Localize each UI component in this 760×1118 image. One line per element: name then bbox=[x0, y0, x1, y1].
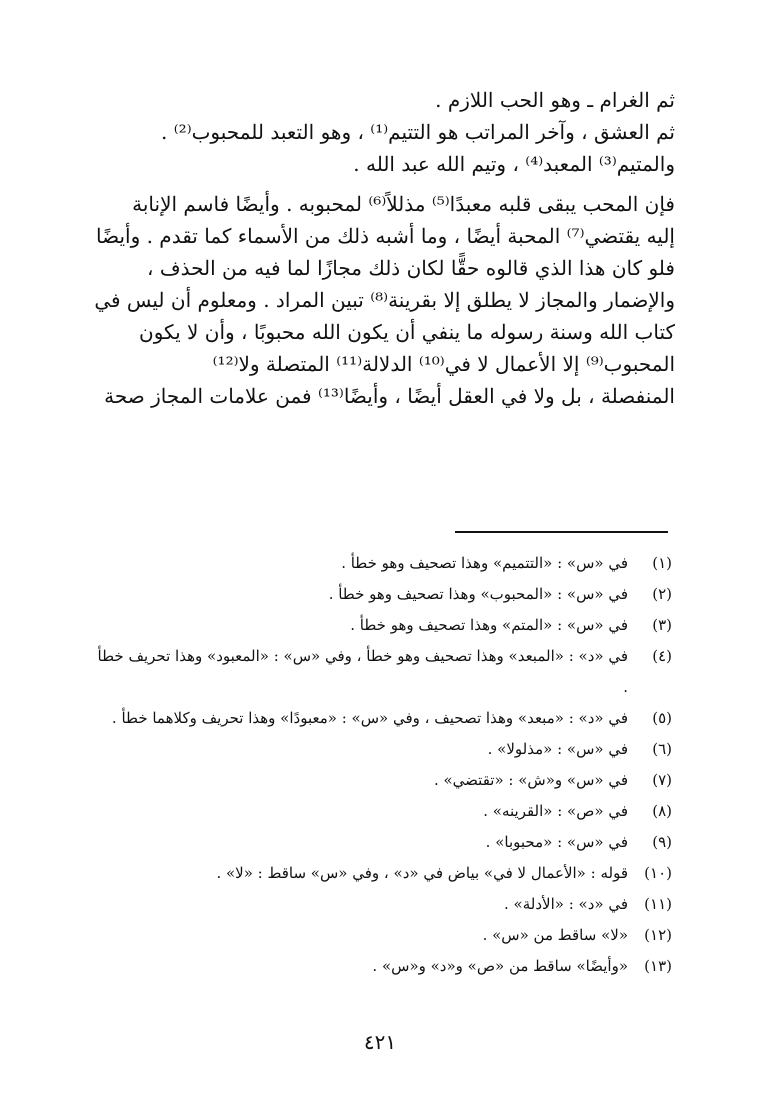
footnote-number: (١٣) bbox=[644, 957, 672, 975]
body-line-9: المحبوب⁽⁹⁾ إلا الأعمال لا في⁽¹⁰⁾ الدلالة⁽¹¹⁾ المتصلة ولا⁽¹²⁾ bbox=[212, 352, 675, 376]
footnote-number: (٢) bbox=[652, 585, 672, 603]
body-line-6: فلو كان هذا الذي قالوه حقًّا لكان ذلك مجازًا لما فيه من الحذف ، bbox=[147, 256, 675, 280]
footnote-11 bbox=[97, 889, 672, 920]
body-line-4: فإن المحب يبقى قلبه معبدًا⁽⁵⁾ مذللاً⁽⁶⁾ لمحبوبه . وأيضًا فاسم الإنابة bbox=[132, 192, 675, 216]
footnote-1 bbox=[97, 548, 672, 579]
footnote-text: «وأيضًا» ساقط من «ص» و«د» و«س» . bbox=[372, 957, 628, 975]
footnote-2 bbox=[97, 579, 672, 610]
footnote-6 bbox=[97, 734, 672, 765]
body-line-5: إليه يقتضي⁽⁷⁾ المحبة أيضًا ، وما أشبه ذلك من الأسماء كما تقدم . وأيضًا bbox=[96, 224, 675, 248]
body-line-2: ثم العشق ، وآخر المراتب هو التتيم⁽¹⁾ ، وهو التعبد للمحبوب⁽²⁾ . bbox=[161, 120, 675, 144]
body-line-7: والإضمار والمجاز لا يطلق إلا بقرينة⁽⁸⁾ تبين المراد . ومعلوم أن ليس في bbox=[94, 288, 675, 312]
footnote-text: في «د» : «الأدلة» . bbox=[504, 895, 628, 913]
footnote-text: في «س» و«ش» : «تقتضي» . bbox=[433, 771, 628, 789]
page-number: ٤٢١ bbox=[363, 1030, 397, 1054]
footnote-10 bbox=[97, 858, 672, 889]
footnote-number: (٣) bbox=[652, 616, 672, 634]
body-line-10: المنفصلة ، بل ولا في العقل أيضًا ، وأيضًا⁽¹³⁾ فمن علامات المجاز صحة bbox=[104, 384, 675, 408]
footnote-text: في «س» : «التتميم» وهذا تصحيف وهو خطأ . bbox=[341, 554, 628, 572]
footnote-number: (٥) bbox=[652, 709, 672, 727]
footnote-text: في «س» : «المحبوب» وهذا تصحيف وهو خطأ . bbox=[328, 585, 628, 603]
footnote-text: في «س» : «مذلولا» . bbox=[487, 740, 628, 758]
footnote-8 bbox=[97, 796, 672, 827]
footnote-text: «لا» ساقط من «س» . bbox=[482, 926, 628, 944]
footnote-7 bbox=[97, 765, 672, 796]
footnote-number: (١١) bbox=[644, 895, 672, 913]
footnote-number: (١٠) bbox=[644, 864, 672, 882]
footnote-text: قوله : «الأعمال لا في» بياض في «د» ، وفي «س» ساقط : «لا» . bbox=[216, 864, 628, 882]
paragraph-gap bbox=[50, 180, 675, 188]
footnote-text: في «س» : «المتم» وهذا تصحيف وهو خطأ . bbox=[350, 616, 628, 634]
footnote-text: في «د» : «المبعد» وهذا تصحيف وهو خطأ ، وفي «س» : «المعبود» وهذا تحريف خطأ . bbox=[97, 647, 628, 696]
footnotes-list bbox=[97, 548, 672, 982]
main-body-text bbox=[50, 84, 675, 412]
footnote-5 bbox=[97, 703, 672, 734]
footnote-12 bbox=[97, 920, 672, 951]
footnote-13 bbox=[97, 951, 672, 982]
footnote-text: في «س» : «محبوبا» . bbox=[485, 833, 628, 851]
footnote-number: (٧) bbox=[652, 771, 672, 789]
footnote-text: في «ص» : «القرينه» . bbox=[483, 802, 628, 820]
footnote-number: (٤) bbox=[652, 647, 672, 665]
footnote-number: (٦) bbox=[652, 740, 672, 758]
footnote-3 bbox=[97, 610, 672, 641]
footnote-number: (٨) bbox=[652, 802, 672, 820]
body-line-3: والمتيم⁽³⁾ المعبد⁽⁴⁾ ، وتيم الله عبد الله . bbox=[353, 152, 675, 176]
body-line-8: كتاب الله وسنة رسوله ما ينفي أن يكون الله محبوبًا ، وأن لا يكون bbox=[139, 320, 675, 344]
footnote-separator bbox=[455, 531, 668, 533]
footnote-text: في «د» : «مبعد» وهذا تصحيف ، وفي «س» : «معبودًا» وهذا تحريف وكلاهما خطأ . bbox=[111, 709, 628, 727]
footnote-number: (٩) bbox=[652, 833, 672, 851]
body-line-1: ثم الغرام ـ وهو الحب اللازم . bbox=[435, 88, 675, 112]
footnote-number: (١٢) bbox=[644, 926, 672, 944]
footnote-4 bbox=[97, 641, 672, 703]
footnote-9 bbox=[97, 827, 672, 858]
footnote-number: (١) bbox=[652, 554, 672, 572]
